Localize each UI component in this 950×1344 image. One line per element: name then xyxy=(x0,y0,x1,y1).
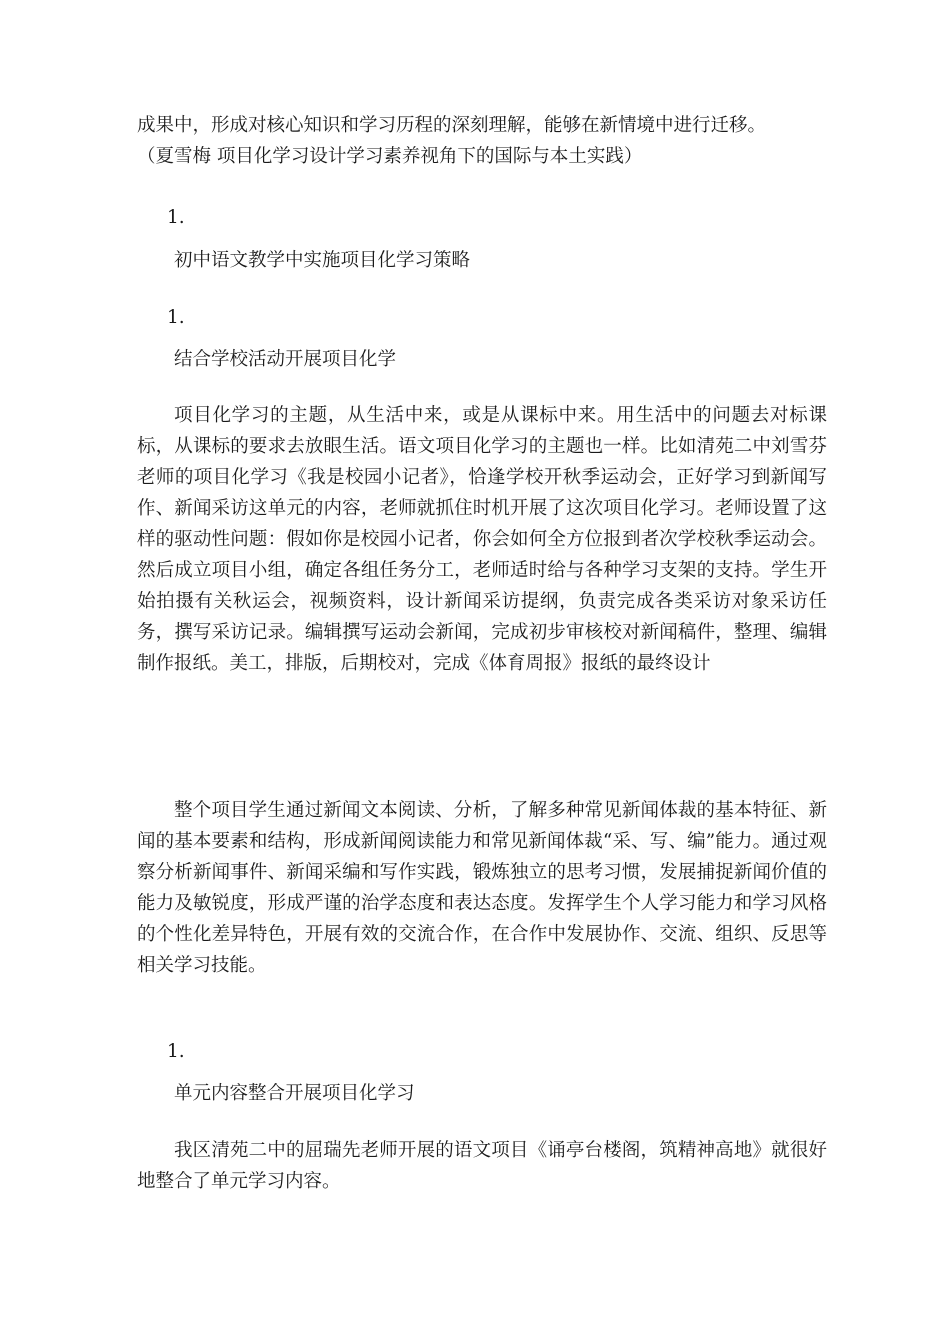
intro-paragraph xyxy=(137,110,827,172)
section-1-title: 初中语文教学中实施项目化学习策略 xyxy=(174,250,471,271)
section-1-number: 1. xyxy=(167,207,185,228)
section-3-paragraph-1: 我区清苑二中的屈瑞先老师开展的语文项目《诵亭台楼阁，筑精神高地》就很好地整合了单元学习内容。 xyxy=(137,1140,827,1192)
section-2-title: 结合学校活动开展项目化学 xyxy=(174,349,397,370)
intro-text: 成果中，形成对核心知识和学习历程的深刻理解，能够在新情境中进行迁移。 xyxy=(137,115,767,136)
section-2-paragraph-1: 项目化学习的主题，从生活中来，或是从课标中来。用生活中的问题去对标课标，从课标的要求去放眼生活。语文项目化学习的主题也一样。比如清苑二中刘雪芬老师的项目化学习《我是校园小记者》，恰逢学校开秋季运动会，正好学习到新闻写作、新闻采访这单元的内容，老师就抓住时机开展了这次项目化学习。老师设置了这样的驱动性问题：假如你是校园小记者，你会如何全方位报到者次学校秋季运动会。然后成立项目小组，确定各组任务分工，老师适时给与各种学习支架的支持。学生开始拍摄有关秋运会，视频资料，设计新闻采访提纲，负责完成各类采访对象采访任务，撰写采访记录。编辑撰写运动会新闻，完成初步审核校对新闻稿件，整理、编辑制作报纸。美工，排版，后期校对，完成《体育周报》报纸的最终设计 xyxy=(137,405,827,674)
section-3-number: 1. xyxy=(167,1041,185,1062)
section-3-title: 单元内容整合开展项目化学习 xyxy=(174,1083,415,1104)
citation: （夏雪梅 项目化学习设计学习素养视角下的国际与本土实践） xyxy=(137,146,643,167)
section-2-number: 1. xyxy=(167,307,185,328)
section-2-paragraph-2: 整个项目学生通过新闻文本阅读、分析，了解多种常见新闻体裁的基本特征、新闻的基本要素和结构，形成新闻阅读能力和常见新闻体裁“采、写、编”能力。通过观察分析新闻事件、新闻采编和写作实践，锻炼独立的思考习惯，发展捕捉新闻价值的能力及敏锐度，形成严谨的治学态度和表达态度。发挥学生个人学习能力和学习风格的个性化差异特色，开展有效的交流合作，在合作中发展协作、交流、组织、反思等相关学习技能。 xyxy=(137,800,827,976)
